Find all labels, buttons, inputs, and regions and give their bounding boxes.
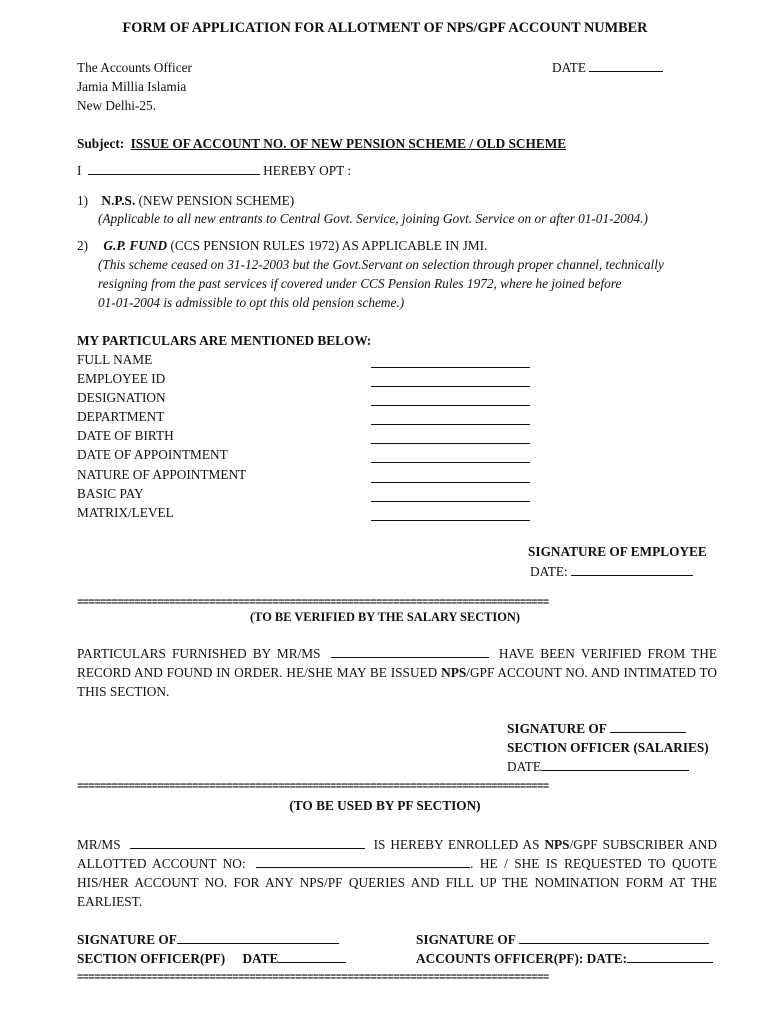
opt-suffix: HEREBY OPT : [263,163,352,178]
basic-pay-blank[interactable] [371,490,530,502]
separator-1: ================================================================================== [77,597,549,609]
option-desc: (CCS PENSION RULES 1972) AS APPLICABLE IN JMI. [170,238,488,253]
separator-3: ================================================================================== [77,972,549,984]
subject-label: Subject: [77,136,125,151]
option-nps [77,193,294,209]
pf-section-heading: (TO BE USED BY PF SECTION) [289,798,481,813]
date-blank[interactable] [589,60,663,72]
option-gpf-note-2: resigning from the past services if covered under CCS Pension Rules 1972, where he joined before [98,276,622,291]
option-name: N.P.S. [101,193,136,208]
field-date-of-appointment: DATE OF APPOINTMENT [77,447,228,462]
date-field[interactable] [552,60,663,76]
salary-signature-blank[interactable] [610,721,686,733]
option-nps-note: (Applicable to all new entrants to Central Govt. Service, joining Govt. Service on or after 01-01-2004.) [98,211,648,226]
opt-line [77,163,351,179]
subject [77,136,566,152]
designation-blank[interactable] [371,394,530,406]
accounts-officer-signature: SIGNATURE OF [416,932,709,948]
salary-date: DATE [507,759,689,775]
accounts-officer-signature-blank[interactable] [519,932,709,944]
opt-prefix: I [77,163,82,178]
salary-verification-text: PARTICULARS FURNISHED BY MR/MS HAVE BEEN VERIFIED FROM THE RECORD AND FOUND IN ORDER. HE/SHE MAY BE ISSUED NPS/GPF ACCOUNT NO. AND INTIMATED TO THIS SECTION. [77,646,718,699]
option-desc: (NEW PENSION SCHEME) [138,193,295,208]
address-line-1: The Accounts Officer [77,60,192,75]
salary-name-blank[interactable] [331,646,489,658]
field-employee-id: EMPLOYEE ID [77,371,166,386]
full-name-blank[interactable] [371,356,530,368]
field-nature-of-appointment: NATURE OF APPOINTMENT [77,467,247,482]
nature-of-appointment-blank[interactable] [371,471,530,483]
date-of-appointment-blank[interactable] [371,451,530,463]
salary-date-blank[interactable] [541,759,689,771]
employee-date-blank[interactable] [571,564,693,576]
matrix-level-blank[interactable] [371,509,530,521]
employee-date [530,564,693,580]
address-line-2: Jamia Millia Islamia [77,79,187,94]
form-title: FORM OF APPLICATION FOR ALLOTMENT OF NPS/GPF ACCOUNT NUMBER [122,20,648,36]
pf-officer-signature-blank[interactable] [177,932,339,944]
employee-date-label: DATE: [530,564,568,579]
employee-signature-label: SIGNATURE OF EMPLOYEE [528,544,707,559]
address-line-3: New Delhi-25. [77,98,157,113]
subject-text: ISSUE OF ACCOUNT NO. OF NEW PENSION SCHEME / OLD SCHEME [130,136,567,151]
option-gpf-note-3: 01-01-2004 is admissible to opt this old pension scheme.) [98,295,405,310]
option-gpf [77,238,487,254]
separator-2: ================================================================================== [77,781,549,793]
option-gpf-note-1: (This scheme ceased on 31-12-2003 but the Govt.Servant on selection through proper channel, technically [98,257,664,272]
opt-name-blank[interactable] [88,163,260,175]
pf-account-blank[interactable] [256,856,470,868]
pf-officer-signature: SIGNATURE OF [77,932,339,948]
pf-enrolment-text: MR/MS IS HEREBY ENROLLED AS NPS/GPF SUBSCRIBER AND ALLOTTED ACCOUNT NO: . HE / SHE IS REQUESTED TO QUOTE HIS/HER ACCOUNT NO. FOR ANY NPS/PF QUERIES AND FILL UP THE NOMINATION FORM AT THE EARLIEST. [77,837,717,909]
option-name: G.P. FUND [103,238,168,253]
department-blank[interactable] [371,413,530,425]
salary-section-heading: (TO BE VERIFIED BY THE SALARY SECTION) [250,610,520,624]
option-number: 1) [77,193,89,208]
accounts-officer-date: ACCOUNTS OFFICER(PF): DATE: [416,951,713,967]
employee-id-blank[interactable] [371,375,530,387]
pf-name-blank[interactable] [130,837,365,849]
field-matrix-level: MATRIX/LEVEL [77,505,174,520]
option-number: 2) [77,238,89,253]
field-full-name: FULL NAME [77,352,153,367]
field-department: DEPARTMENT [77,409,165,424]
field-designation: DESIGNATION [77,390,166,405]
date-label: DATE [552,60,586,75]
pf-officer-date: SECTION OFFICER(PF) DATE [77,951,346,967]
pf-officer-date-blank[interactable] [278,951,346,963]
date-of-birth-blank[interactable] [371,432,530,444]
field-date-of-birth: DATE OF BIRTH [77,428,174,443]
salary-section-officer: SECTION OFFICER (SALARIES) [507,740,709,755]
accounts-officer-date-blank[interactable] [627,951,713,963]
particulars-heading: MY PARTICULARS ARE MENTIONED BELOW: [77,333,372,348]
salary-signature: SIGNATURE OF [507,721,686,737]
field-basic-pay: BASIC PAY [77,486,144,501]
